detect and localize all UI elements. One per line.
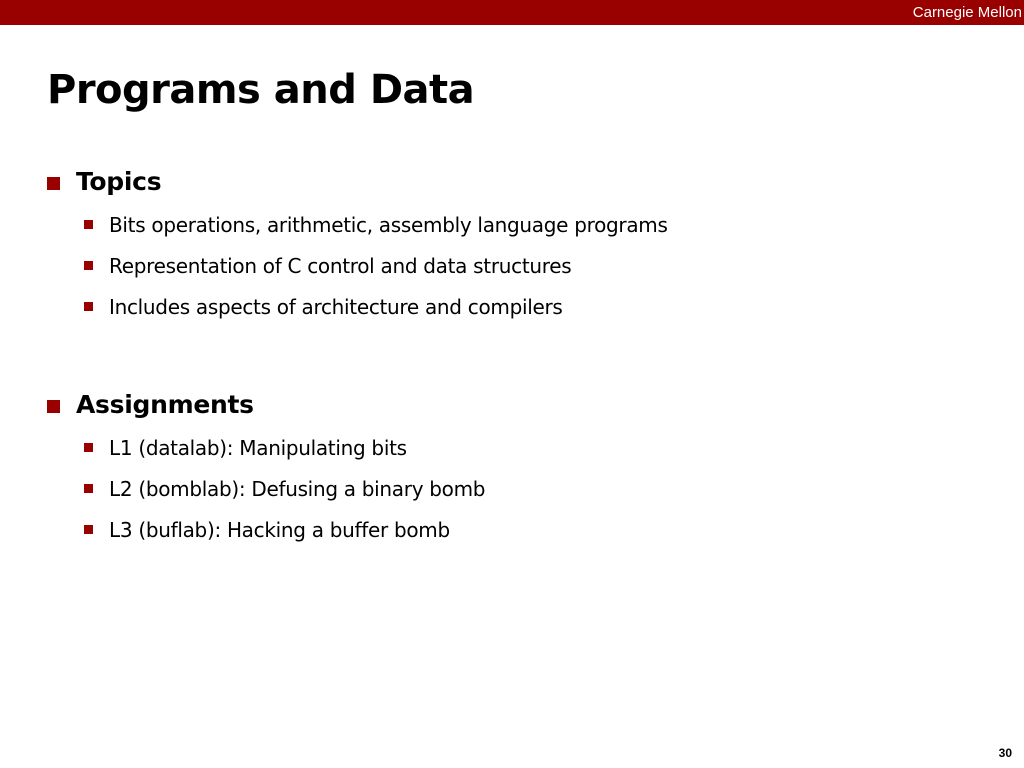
- assignments-section: [0, 387, 1024, 556]
- square-bullet-icon: [84, 484, 93, 493]
- square-bullet-icon: [84, 302, 93, 311]
- list-item-text: L2 (bomblab): Defusing a binary bomb: [109, 477, 486, 501]
- list-item: [0, 292, 1024, 333]
- list-item-text: Bits operations, arithmetic, assembly language programs: [109, 213, 668, 237]
- main-bullet-topics: [0, 164, 1024, 200]
- list-item-text: L3 (buflab): Hacking a buffer bomb: [109, 518, 450, 542]
- topics-section: [0, 164, 1024, 333]
- topics-list: [0, 210, 1024, 333]
- list-item-text: Includes aspects of architecture and compilers: [109, 295, 563, 319]
- list-item: [0, 210, 1024, 251]
- list-item-text: Representation of C control and data structures: [109, 254, 572, 278]
- square-bullet-icon: [47, 400, 60, 413]
- list-item: [0, 474, 1024, 515]
- header-bar: [0, 0, 1024, 25]
- list-item: [0, 433, 1024, 474]
- square-bullet-icon: [47, 177, 60, 190]
- list-item: [0, 515, 1024, 556]
- section-heading: Assignments: [76, 390, 254, 419]
- main-bullet-assignments: [0, 387, 1024, 423]
- org-label: Carnegie Mellon: [912, 4, 1022, 21]
- list-item: [0, 251, 1024, 292]
- square-bullet-icon: [84, 220, 93, 229]
- section-heading: Topics: [76, 167, 162, 196]
- square-bullet-icon: [84, 443, 93, 452]
- square-bullet-icon: [84, 525, 93, 534]
- slide-title: Programs and Data: [47, 67, 475, 113]
- page-number: 30: [998, 746, 1012, 760]
- assignments-list: [0, 433, 1024, 556]
- list-item-text: L1 (datalab): Manipulating bits: [109, 436, 407, 460]
- square-bullet-icon: [84, 261, 93, 270]
